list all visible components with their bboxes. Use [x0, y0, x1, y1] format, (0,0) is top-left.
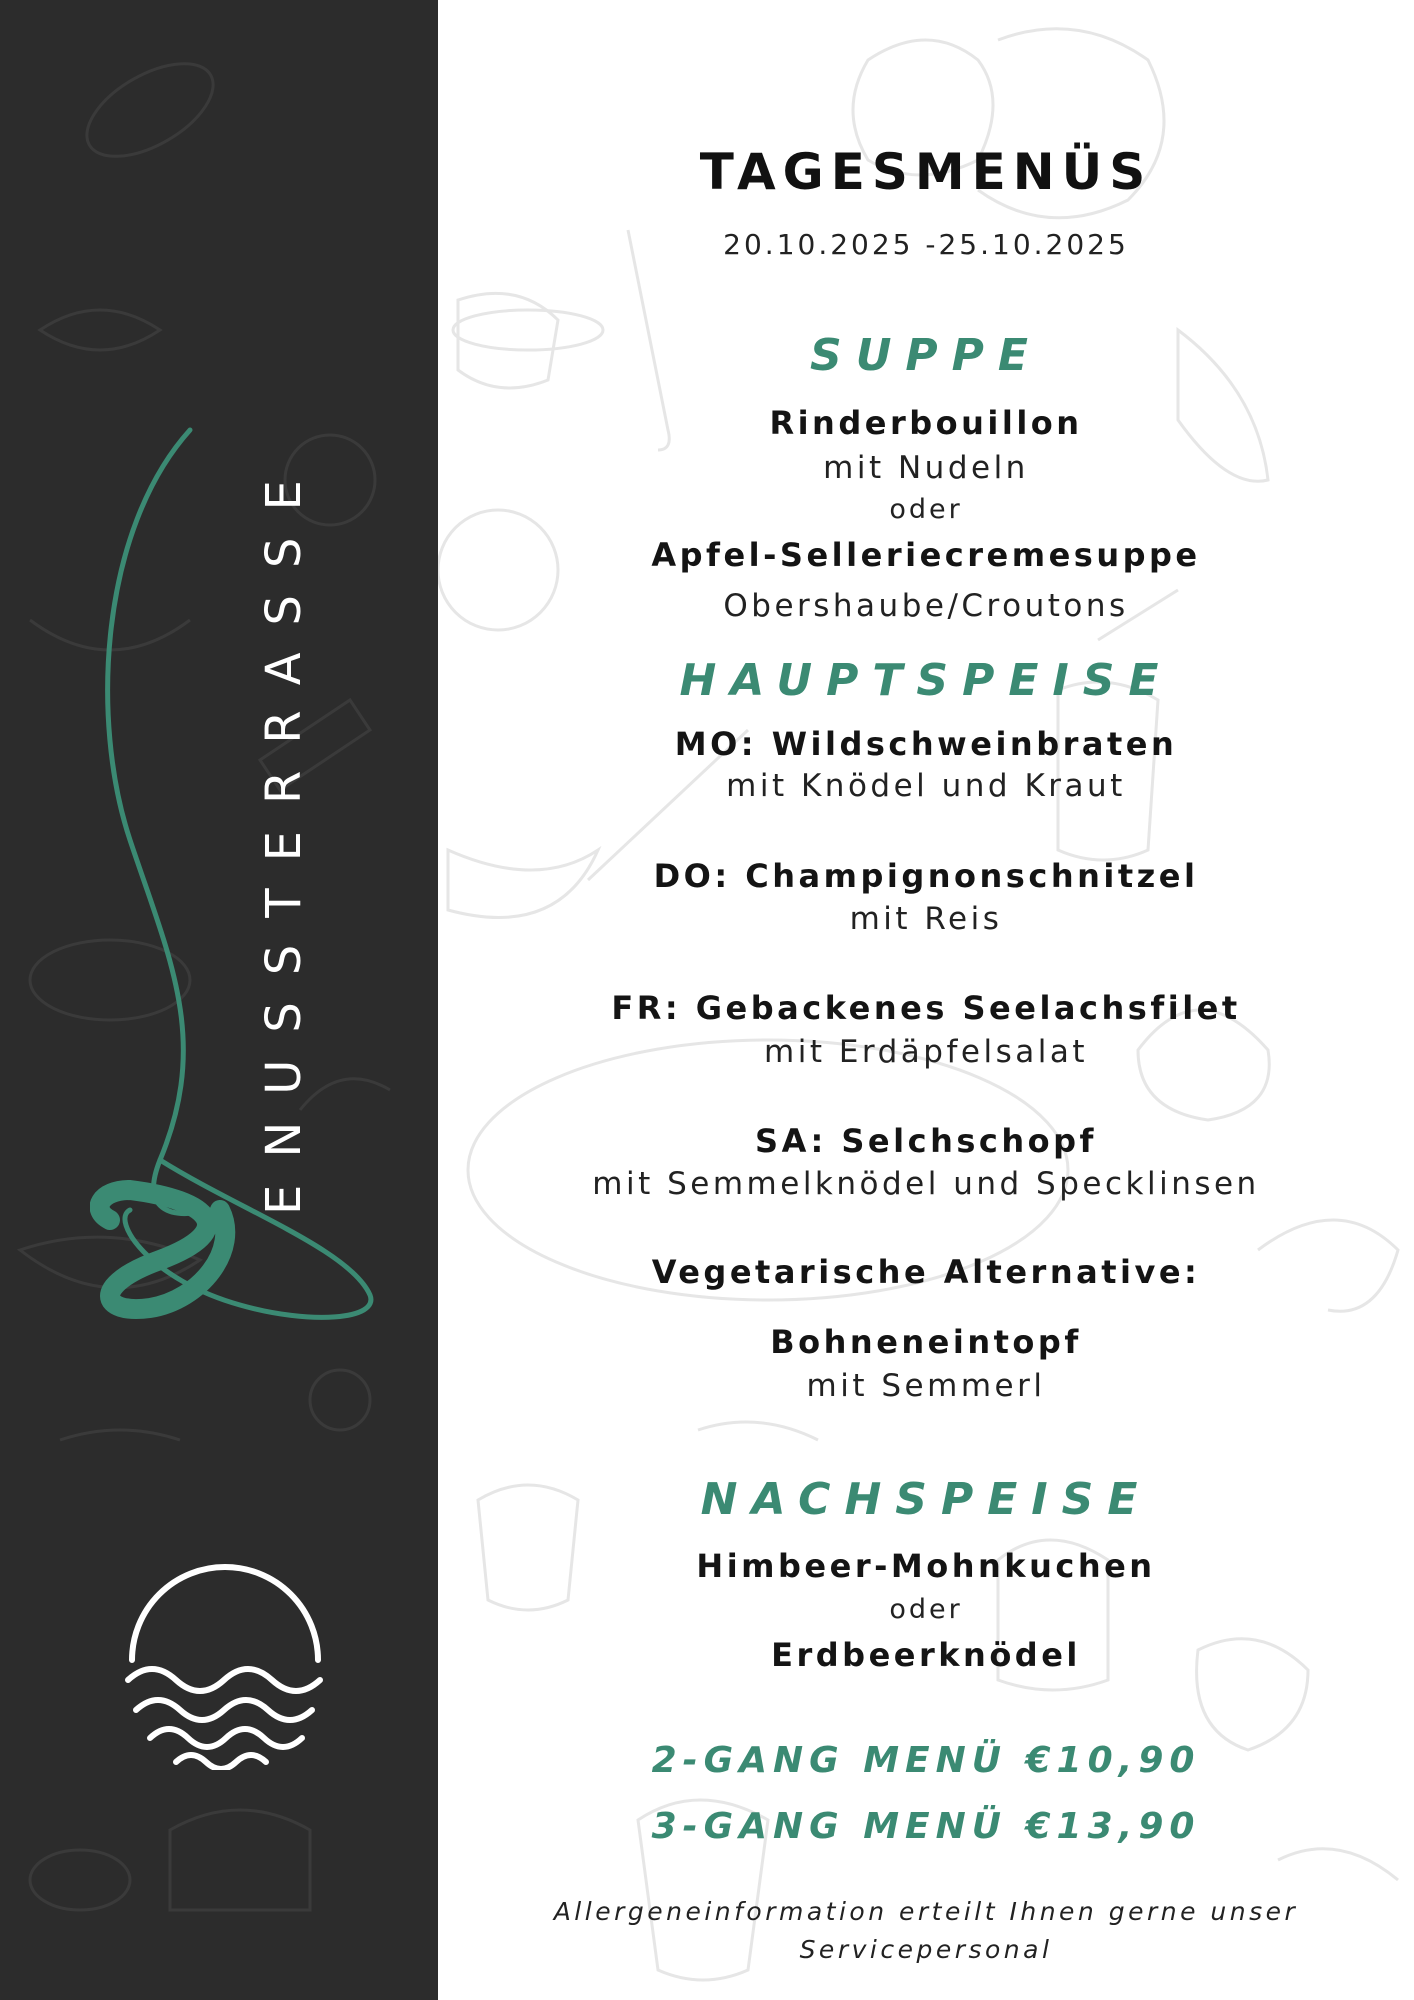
main-item-mo: MO: Wildschweinbraten [674, 725, 1178, 763]
main-item-mo-side: mit Knödel und Kraut [726, 768, 1126, 804]
allergen-note-line-2: Servicepersonal [799, 1935, 1053, 1964]
brand-wordmark: ENUSSTERRASSE [256, 453, 312, 1215]
main-item-sa: SA: Selchschopf [755, 1122, 1097, 1160]
soup-option-2-side: Obershaube/Croutons [723, 588, 1129, 624]
dessert-option-1: Himbeer-Mohnkuchen [696, 1547, 1156, 1585]
main-item-fr: FR: Gebackenes Seelachsfilet [611, 989, 1241, 1027]
soup-option-1: Rinderbouillon [769, 404, 1083, 442]
allergen-note-line-1: Allergeneinformation erteilt Ihnen gerne unser [553, 1897, 1299, 1926]
soup-option-2: Apfel-Selleriecremesuppe [651, 536, 1201, 574]
dessert-heading: NACHSPEISE [700, 1474, 1152, 1525]
dessert-option-2: Erdbeerknödel [771, 1636, 1081, 1674]
main-item-sa-side: mit Semmelknödel und Specklinsen [592, 1166, 1260, 1202]
soup-option-1-side: mit Nudeln [823, 450, 1029, 486]
vegetarian-side: mit Semmerl [806, 1368, 1046, 1404]
main-item-fr-side: mit Erdäpfelsalat [764, 1034, 1088, 1070]
soup-separator: oder [889, 494, 963, 525]
main-heading: HAUPTSPEISE [679, 655, 1173, 706]
page-title: TAGESMENÜS [699, 143, 1153, 201]
vegetarian-label: Vegetarische Alternative: [651, 1253, 1201, 1291]
dessert-separator: oder [889, 1594, 963, 1625]
script-g-icon [90, 420, 390, 1340]
sun-waves-icon [120, 1550, 330, 1770]
price-two-course: 2-GANG MENÜ €10,90 [651, 1740, 1201, 1781]
soup-heading: SUPPE [810, 330, 1042, 381]
main-item-do-side: mit Reis [849, 901, 1003, 937]
menu-panel [438, 0, 1414, 2000]
brand-sidebar [0, 0, 438, 2000]
main-item-do: DO: Champignonschnitzel [653, 857, 1199, 895]
price-three-course: 3-GANG MENÜ €13,90 [651, 1806, 1201, 1847]
date-range: 20.10.2025 -25.10.2025 [723, 228, 1129, 261]
vegetarian-dish: Bohneneintopf [770, 1323, 1082, 1361]
